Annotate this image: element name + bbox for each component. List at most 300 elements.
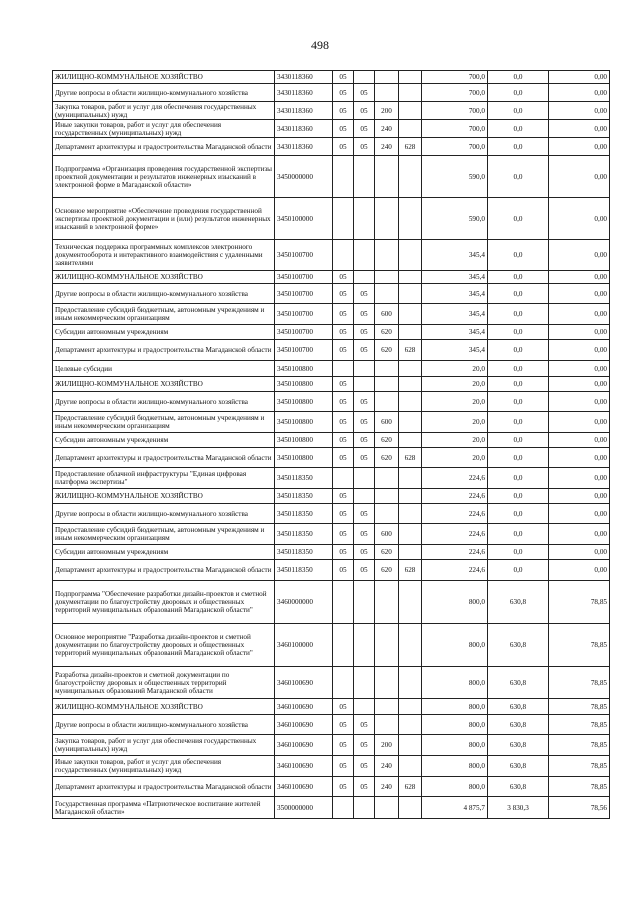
row-subsection: 05 xyxy=(354,504,375,524)
row-percent: 78,85 xyxy=(549,777,610,797)
row-name: ЖИЛИЩНО-КОММУНАЛЬНОЕ ХОЗЯЙСТВО xyxy=(53,489,275,504)
table-row xyxy=(53,581,610,624)
row-administrator xyxy=(399,524,422,545)
row-executed-amount: 0,0 xyxy=(488,361,549,377)
table-row xyxy=(53,699,610,715)
row-name: Другие вопросы в области жилищно-коммунального хозяйства xyxy=(53,284,275,304)
table-row xyxy=(53,448,610,468)
row-section: 05 xyxy=(333,545,354,560)
row-expense-type xyxy=(375,667,399,699)
row-target-code: 3450118350 xyxy=(275,524,333,545)
table-row xyxy=(53,433,610,448)
row-target-code: 3450100700 xyxy=(275,240,333,271)
row-section: 05 xyxy=(333,524,354,545)
row-subsection: 05 xyxy=(354,325,375,340)
page-number: 498 xyxy=(311,38,329,52)
row-expense-type: 240 xyxy=(375,777,399,797)
row-percent: 0,00 xyxy=(549,120,610,138)
row-percent: 0,00 xyxy=(549,433,610,448)
row-name: Другие вопросы в области жилищно-коммунального хозяйства xyxy=(53,504,275,524)
row-percent: 78,85 xyxy=(549,581,610,624)
row-name: Департамент архитектуры и градостроительства Магаданской области xyxy=(53,138,275,156)
row-administrator xyxy=(399,624,422,667)
row-target-code: 3430118360 xyxy=(275,71,333,84)
row-administrator xyxy=(399,304,422,325)
row-planned-amount: 800,0 xyxy=(422,699,488,715)
row-section: 05 xyxy=(333,138,354,156)
row-executed-amount: 0,0 xyxy=(488,120,549,138)
row-executed-amount: 0,0 xyxy=(488,102,549,120)
row-planned-amount: 700,0 xyxy=(422,138,488,156)
row-target-code: 3450100000 xyxy=(275,198,333,240)
row-expense-type xyxy=(375,271,399,284)
row-administrator xyxy=(399,84,422,102)
row-percent: 78,56 xyxy=(549,797,610,819)
row-administrator xyxy=(399,392,422,412)
row-executed-amount: 630,8 xyxy=(488,735,549,756)
row-planned-amount: 800,0 xyxy=(422,735,488,756)
row-section xyxy=(333,624,354,667)
row-percent: 0,00 xyxy=(549,468,610,489)
table-row xyxy=(53,524,610,545)
row-planned-amount: 800,0 xyxy=(422,624,488,667)
row-target-code: 3430118360 xyxy=(275,84,333,102)
table-row xyxy=(53,120,610,138)
row-subsection: 05 xyxy=(354,102,375,120)
row-subsection xyxy=(354,581,375,624)
row-subsection xyxy=(354,797,375,819)
table-row xyxy=(53,392,610,412)
row-expense-type xyxy=(375,468,399,489)
row-planned-amount: 345,4 xyxy=(422,325,488,340)
row-section: 05 xyxy=(333,715,354,735)
table-row xyxy=(53,412,610,433)
row-executed-amount: 630,8 xyxy=(488,624,549,667)
row-executed-amount: 3 830,3 xyxy=(488,797,549,819)
row-expense-type xyxy=(375,377,399,392)
row-section: 05 xyxy=(333,504,354,524)
row-name: ЖИЛИЩНО-КОММУНАЛЬНОЕ ХОЗЯЙСТВО xyxy=(53,71,275,84)
row-name: Другие вопросы в области жилищно-коммунального хозяйства xyxy=(53,84,275,102)
row-section: 05 xyxy=(333,560,354,581)
row-percent: 0,00 xyxy=(549,560,610,581)
row-target-code: 3430118360 xyxy=(275,138,333,156)
table-row xyxy=(53,102,610,120)
row-administrator xyxy=(399,797,422,819)
row-executed-amount: 0,0 xyxy=(488,340,549,361)
row-section: 05 xyxy=(333,756,354,777)
row-target-code: 3450100700 xyxy=(275,271,333,284)
row-section: 05 xyxy=(333,84,354,102)
row-section: 05 xyxy=(333,271,354,284)
row-planned-amount: 700,0 xyxy=(422,71,488,84)
row-expense-type: 200 xyxy=(375,102,399,120)
row-expense-type xyxy=(375,71,399,84)
row-name: Субсидии автономным учреждениям xyxy=(53,433,275,448)
row-name: ЖИЛИЩНО-КОММУНАЛЬНОЕ ХОЗЯЙСТВО xyxy=(53,699,275,715)
row-target-code: 3460100690 xyxy=(275,715,333,735)
row-executed-amount: 630,8 xyxy=(488,699,549,715)
row-planned-amount: 345,4 xyxy=(422,340,488,361)
row-executed-amount: 0,0 xyxy=(488,377,549,392)
row-percent: 0,00 xyxy=(549,412,610,433)
row-administrator xyxy=(399,377,422,392)
row-administrator xyxy=(399,667,422,699)
row-section: 05 xyxy=(333,392,354,412)
row-administrator xyxy=(399,581,422,624)
row-name: Подпрограмма «Организация проведения государственной экспертизы проектной документации и результатов инженерных изысканий в электронной форме в Магаданской области» xyxy=(53,156,275,198)
budget-table-body xyxy=(53,71,610,819)
row-expense-type: 240 xyxy=(375,120,399,138)
row-subsection: 05 xyxy=(354,735,375,756)
row-name: Департамент архитектуры и градостроительства Магаданской области xyxy=(53,560,275,581)
row-target-code: 3450100800 xyxy=(275,377,333,392)
row-administrator xyxy=(399,545,422,560)
row-planned-amount: 700,0 xyxy=(422,120,488,138)
row-expense-type xyxy=(375,699,399,715)
row-executed-amount: 0,0 xyxy=(488,138,549,156)
row-name: Основное мероприятие «Обеспечение проведения государственной экспертизы проектной документации и (или) результатов инженерных изысканий в электронной форме» xyxy=(53,198,275,240)
row-planned-amount: 590,0 xyxy=(422,156,488,198)
row-planned-amount: 224,6 xyxy=(422,560,488,581)
row-planned-amount: 20,0 xyxy=(422,392,488,412)
row-executed-amount: 0,0 xyxy=(488,304,549,325)
row-administrator xyxy=(399,102,422,120)
row-administrator: 628 xyxy=(399,777,422,797)
row-section: 05 xyxy=(333,448,354,468)
row-section xyxy=(333,198,354,240)
row-expense-type xyxy=(375,240,399,271)
row-target-code: 3460100690 xyxy=(275,777,333,797)
row-percent: 0,00 xyxy=(549,71,610,84)
table-row xyxy=(53,777,610,797)
row-subsection xyxy=(354,198,375,240)
row-administrator xyxy=(399,756,422,777)
row-administrator: 628 xyxy=(399,448,422,468)
row-percent: 0,00 xyxy=(549,361,610,377)
row-section xyxy=(333,240,354,271)
row-subsection xyxy=(354,71,375,84)
row-target-code: 3460100690 xyxy=(275,699,333,715)
row-subsection: 05 xyxy=(354,433,375,448)
row-subsection xyxy=(354,361,375,377)
row-percent: 78,85 xyxy=(549,756,610,777)
row-name: Разработка дизайн-проектов и сметной документации по благоустройству дворовых и общественных территорий муниципальных образований Магаданской области xyxy=(53,667,275,699)
row-planned-amount: 20,0 xyxy=(422,412,488,433)
row-target-code: 3450100800 xyxy=(275,392,333,412)
row-target-code: 3460100690 xyxy=(275,667,333,699)
table-row xyxy=(53,284,610,304)
row-administrator xyxy=(399,468,422,489)
row-administrator: 628 xyxy=(399,138,422,156)
row-expense-type: 600 xyxy=(375,412,399,433)
row-subsection: 05 xyxy=(354,756,375,777)
table-row xyxy=(53,624,610,667)
row-target-code: 3450118350 xyxy=(275,545,333,560)
row-name: Субсидии автономным учреждениям xyxy=(53,545,275,560)
row-percent: 0,00 xyxy=(549,271,610,284)
row-section xyxy=(333,667,354,699)
row-expense-type: 200 xyxy=(375,735,399,756)
row-target-code: 3450100700 xyxy=(275,325,333,340)
row-administrator xyxy=(399,271,422,284)
row-target-code: 3500000000 xyxy=(275,797,333,819)
row-section: 05 xyxy=(333,777,354,797)
table-row xyxy=(53,715,610,735)
row-subsection: 05 xyxy=(354,340,375,361)
table-row xyxy=(53,138,610,156)
table-row xyxy=(53,304,610,325)
row-planned-amount: 345,4 xyxy=(422,271,488,284)
row-section: 05 xyxy=(333,433,354,448)
row-target-code: 3460100690 xyxy=(275,735,333,756)
row-section: 05 xyxy=(333,102,354,120)
row-subsection xyxy=(354,468,375,489)
row-administrator xyxy=(399,489,422,504)
row-name: Другие вопросы в области жилищно-коммунального хозяйства xyxy=(53,392,275,412)
row-executed-amount: 0,0 xyxy=(488,156,549,198)
row-section: 05 xyxy=(333,120,354,138)
row-planned-amount: 224,6 xyxy=(422,468,488,489)
table-row xyxy=(53,271,610,284)
row-percent: 78,85 xyxy=(549,699,610,715)
row-name: Закупка товаров, работ и услуг для обеспечения государственных (муниципальных) нужд xyxy=(53,735,275,756)
table-row xyxy=(53,735,610,756)
row-subsection: 05 xyxy=(354,284,375,304)
row-target-code: 3430118360 xyxy=(275,120,333,138)
row-section: 05 xyxy=(333,71,354,84)
row-subsection: 05 xyxy=(354,120,375,138)
row-subsection: 05 xyxy=(354,412,375,433)
row-administrator xyxy=(399,715,422,735)
row-name: Техническая поддержка программных комплексов электронного документооборота и интерактивного взаимодействия с удаленными заявителями xyxy=(53,240,275,271)
row-subsection: 05 xyxy=(354,524,375,545)
row-target-code: 3450100800 xyxy=(275,433,333,448)
row-executed-amount: 0,0 xyxy=(488,284,549,304)
row-expense-type xyxy=(375,198,399,240)
row-name: Департамент архитектуры и градостроительства Магаданской области xyxy=(53,448,275,468)
row-expense-type: 620 xyxy=(375,325,399,340)
row-executed-amount: 0,0 xyxy=(488,325,549,340)
row-section: 05 xyxy=(333,699,354,715)
row-percent: 0,00 xyxy=(549,156,610,198)
row-executed-amount: 0,0 xyxy=(488,271,549,284)
row-planned-amount: 345,4 xyxy=(422,284,488,304)
row-section xyxy=(333,468,354,489)
row-subsection xyxy=(354,271,375,284)
row-percent: 78,85 xyxy=(549,715,610,735)
table-row xyxy=(53,361,610,377)
row-target-code: 3450100800 xyxy=(275,448,333,468)
row-subsection xyxy=(354,624,375,667)
row-expense-type xyxy=(375,156,399,198)
row-expense-type xyxy=(375,581,399,624)
row-percent: 0,00 xyxy=(549,284,610,304)
row-executed-amount: 0,0 xyxy=(488,240,549,271)
row-expense-type xyxy=(375,504,399,524)
row-planned-amount: 4 875,7 xyxy=(422,797,488,819)
table-row xyxy=(53,377,610,392)
row-target-code: 3430118360 xyxy=(275,102,333,120)
row-name: Предоставление субсидий бюджетным, автономным учреждениям и иным некоммерческим организациям xyxy=(53,524,275,545)
row-planned-amount: 20,0 xyxy=(422,377,488,392)
row-name: Предоставление субсидий бюджетным, автономным учреждениям и иным некоммерческим организациям xyxy=(53,304,275,325)
row-target-code: 3450118350 xyxy=(275,489,333,504)
row-executed-amount: 0,0 xyxy=(488,84,549,102)
row-expense-type xyxy=(375,715,399,735)
table-row xyxy=(53,198,610,240)
row-section: 05 xyxy=(333,284,354,304)
row-percent: 0,00 xyxy=(549,448,610,468)
row-planned-amount: 800,0 xyxy=(422,715,488,735)
row-subsection: 05 xyxy=(354,545,375,560)
row-expense-type: 240 xyxy=(375,138,399,156)
row-expense-type: 620 xyxy=(375,545,399,560)
row-executed-amount: 0,0 xyxy=(488,71,549,84)
row-target-code: 3460100000 xyxy=(275,624,333,667)
row-executed-amount: 630,8 xyxy=(488,777,549,797)
row-expense-type xyxy=(375,489,399,504)
row-subsection: 05 xyxy=(354,84,375,102)
row-target-code: 3450100700 xyxy=(275,284,333,304)
row-planned-amount: 800,0 xyxy=(422,756,488,777)
row-target-code: 3450100800 xyxy=(275,412,333,433)
row-administrator xyxy=(399,325,422,340)
table-row xyxy=(53,504,610,524)
table-row xyxy=(53,797,610,819)
table-row xyxy=(53,71,610,84)
table-row xyxy=(53,560,610,581)
row-target-code: 3460100690 xyxy=(275,756,333,777)
row-subsection: 05 xyxy=(354,715,375,735)
row-target-code: 3460000000 xyxy=(275,581,333,624)
row-name: Основное мероприятие "Разработка дизайн-проектов и сметной документации по благоустройству дворовых и общественных территорий муниципальных образований Магаданской области" xyxy=(53,624,275,667)
row-executed-amount: 0,0 xyxy=(488,468,549,489)
row-subsection: 05 xyxy=(354,304,375,325)
row-expense-type: 600 xyxy=(375,304,399,325)
row-subsection xyxy=(354,667,375,699)
row-expense-type xyxy=(375,624,399,667)
table-row xyxy=(53,468,610,489)
row-planned-amount: 800,0 xyxy=(422,777,488,797)
row-percent: 78,85 xyxy=(549,624,610,667)
table-row xyxy=(53,489,610,504)
table-row xyxy=(53,545,610,560)
row-section xyxy=(333,581,354,624)
row-executed-amount: 0,0 xyxy=(488,448,549,468)
row-name: Иные закупки товаров, работ и услуг для обеспечения государственных (муниципальных) нужд xyxy=(53,120,275,138)
row-percent: 78,85 xyxy=(549,735,610,756)
row-percent: 0,00 xyxy=(549,198,610,240)
row-target-code: 3450118350 xyxy=(275,504,333,524)
row-target-code: 3450100700 xyxy=(275,340,333,361)
row-administrator xyxy=(399,504,422,524)
row-subsection: 05 xyxy=(354,448,375,468)
row-administrator xyxy=(399,120,422,138)
row-administrator: 628 xyxy=(399,340,422,361)
row-section xyxy=(333,797,354,819)
row-administrator xyxy=(399,156,422,198)
table-row xyxy=(53,84,610,102)
row-name: Департамент архитектуры и градостроительства Магаданской области xyxy=(53,777,275,797)
row-administrator xyxy=(399,361,422,377)
row-administrator: 628 xyxy=(399,560,422,581)
row-administrator xyxy=(399,71,422,84)
row-administrator xyxy=(399,735,422,756)
row-percent: 0,00 xyxy=(549,504,610,524)
row-target-code: 3450100800 xyxy=(275,361,333,377)
row-planned-amount: 700,0 xyxy=(422,84,488,102)
row-percent: 0,00 xyxy=(549,489,610,504)
row-percent: 0,00 xyxy=(549,304,610,325)
row-executed-amount: 0,0 xyxy=(488,524,549,545)
row-name: Закупка товаров, работ и услуг для обеспечения государственных (муниципальных) нужд xyxy=(53,102,275,120)
row-name: Департамент архитектуры и градостроительства Магаданской области xyxy=(53,340,275,361)
row-target-code: 3450118350 xyxy=(275,560,333,581)
row-executed-amount: 0,0 xyxy=(488,412,549,433)
row-section: 05 xyxy=(333,412,354,433)
row-administrator xyxy=(399,284,422,304)
row-planned-amount: 224,6 xyxy=(422,504,488,524)
row-expense-type xyxy=(375,284,399,304)
row-percent: 0,00 xyxy=(549,524,610,545)
row-expense-type xyxy=(375,361,399,377)
row-name: ЖИЛИЩНО-КОММУНАЛЬНОЕ ХОЗЯЙСТВО xyxy=(53,377,275,392)
row-administrator xyxy=(399,412,422,433)
row-administrator xyxy=(399,433,422,448)
row-name: Государственная программа «Патриотическое воспитание жителей Магаданской области» xyxy=(53,797,275,819)
row-planned-amount: 700,0 xyxy=(422,102,488,120)
row-executed-amount: 630,8 xyxy=(488,581,549,624)
row-subsection xyxy=(354,240,375,271)
table-row xyxy=(53,240,610,271)
row-percent: 0,00 xyxy=(549,84,610,102)
row-expense-type: 620 xyxy=(375,560,399,581)
row-name: Целевые субсидии xyxy=(53,361,275,377)
row-executed-amount: 0,0 xyxy=(488,545,549,560)
table-row xyxy=(53,156,610,198)
row-expense-type xyxy=(375,84,399,102)
row-expense-type: 600 xyxy=(375,524,399,545)
row-subsection: 05 xyxy=(354,392,375,412)
row-subsection xyxy=(354,489,375,504)
row-target-code: 3450118350 xyxy=(275,468,333,489)
row-executed-amount: 0,0 xyxy=(488,504,549,524)
row-name: ЖИЛИЩНО-КОММУНАЛЬНОЕ ХОЗЯЙСТВО xyxy=(53,271,275,284)
row-subsection: 05 xyxy=(354,560,375,581)
row-expense-type: 620 xyxy=(375,448,399,468)
row-section: 05 xyxy=(333,377,354,392)
row-administrator xyxy=(399,699,422,715)
row-subsection: 05 xyxy=(354,138,375,156)
row-planned-amount: 20,0 xyxy=(422,361,488,377)
row-executed-amount: 630,8 xyxy=(488,715,549,735)
row-percent: 0,00 xyxy=(549,377,610,392)
row-planned-amount: 800,0 xyxy=(422,581,488,624)
row-planned-amount: 800,0 xyxy=(422,667,488,699)
row-section: 05 xyxy=(333,735,354,756)
row-percent: 0,00 xyxy=(549,392,610,412)
row-executed-amount: 0,0 xyxy=(488,560,549,581)
row-section: 05 xyxy=(333,340,354,361)
row-section xyxy=(333,156,354,198)
row-percent: 0,00 xyxy=(549,340,610,361)
row-name: Предоставление субсидий бюджетным, автономным учреждениям и иным некоммерческим организациям xyxy=(53,412,275,433)
row-name: Субсидии автономным учреждениям xyxy=(53,325,275,340)
row-subsection xyxy=(354,156,375,198)
table-row xyxy=(53,667,610,699)
row-percent: 0,00 xyxy=(549,545,610,560)
